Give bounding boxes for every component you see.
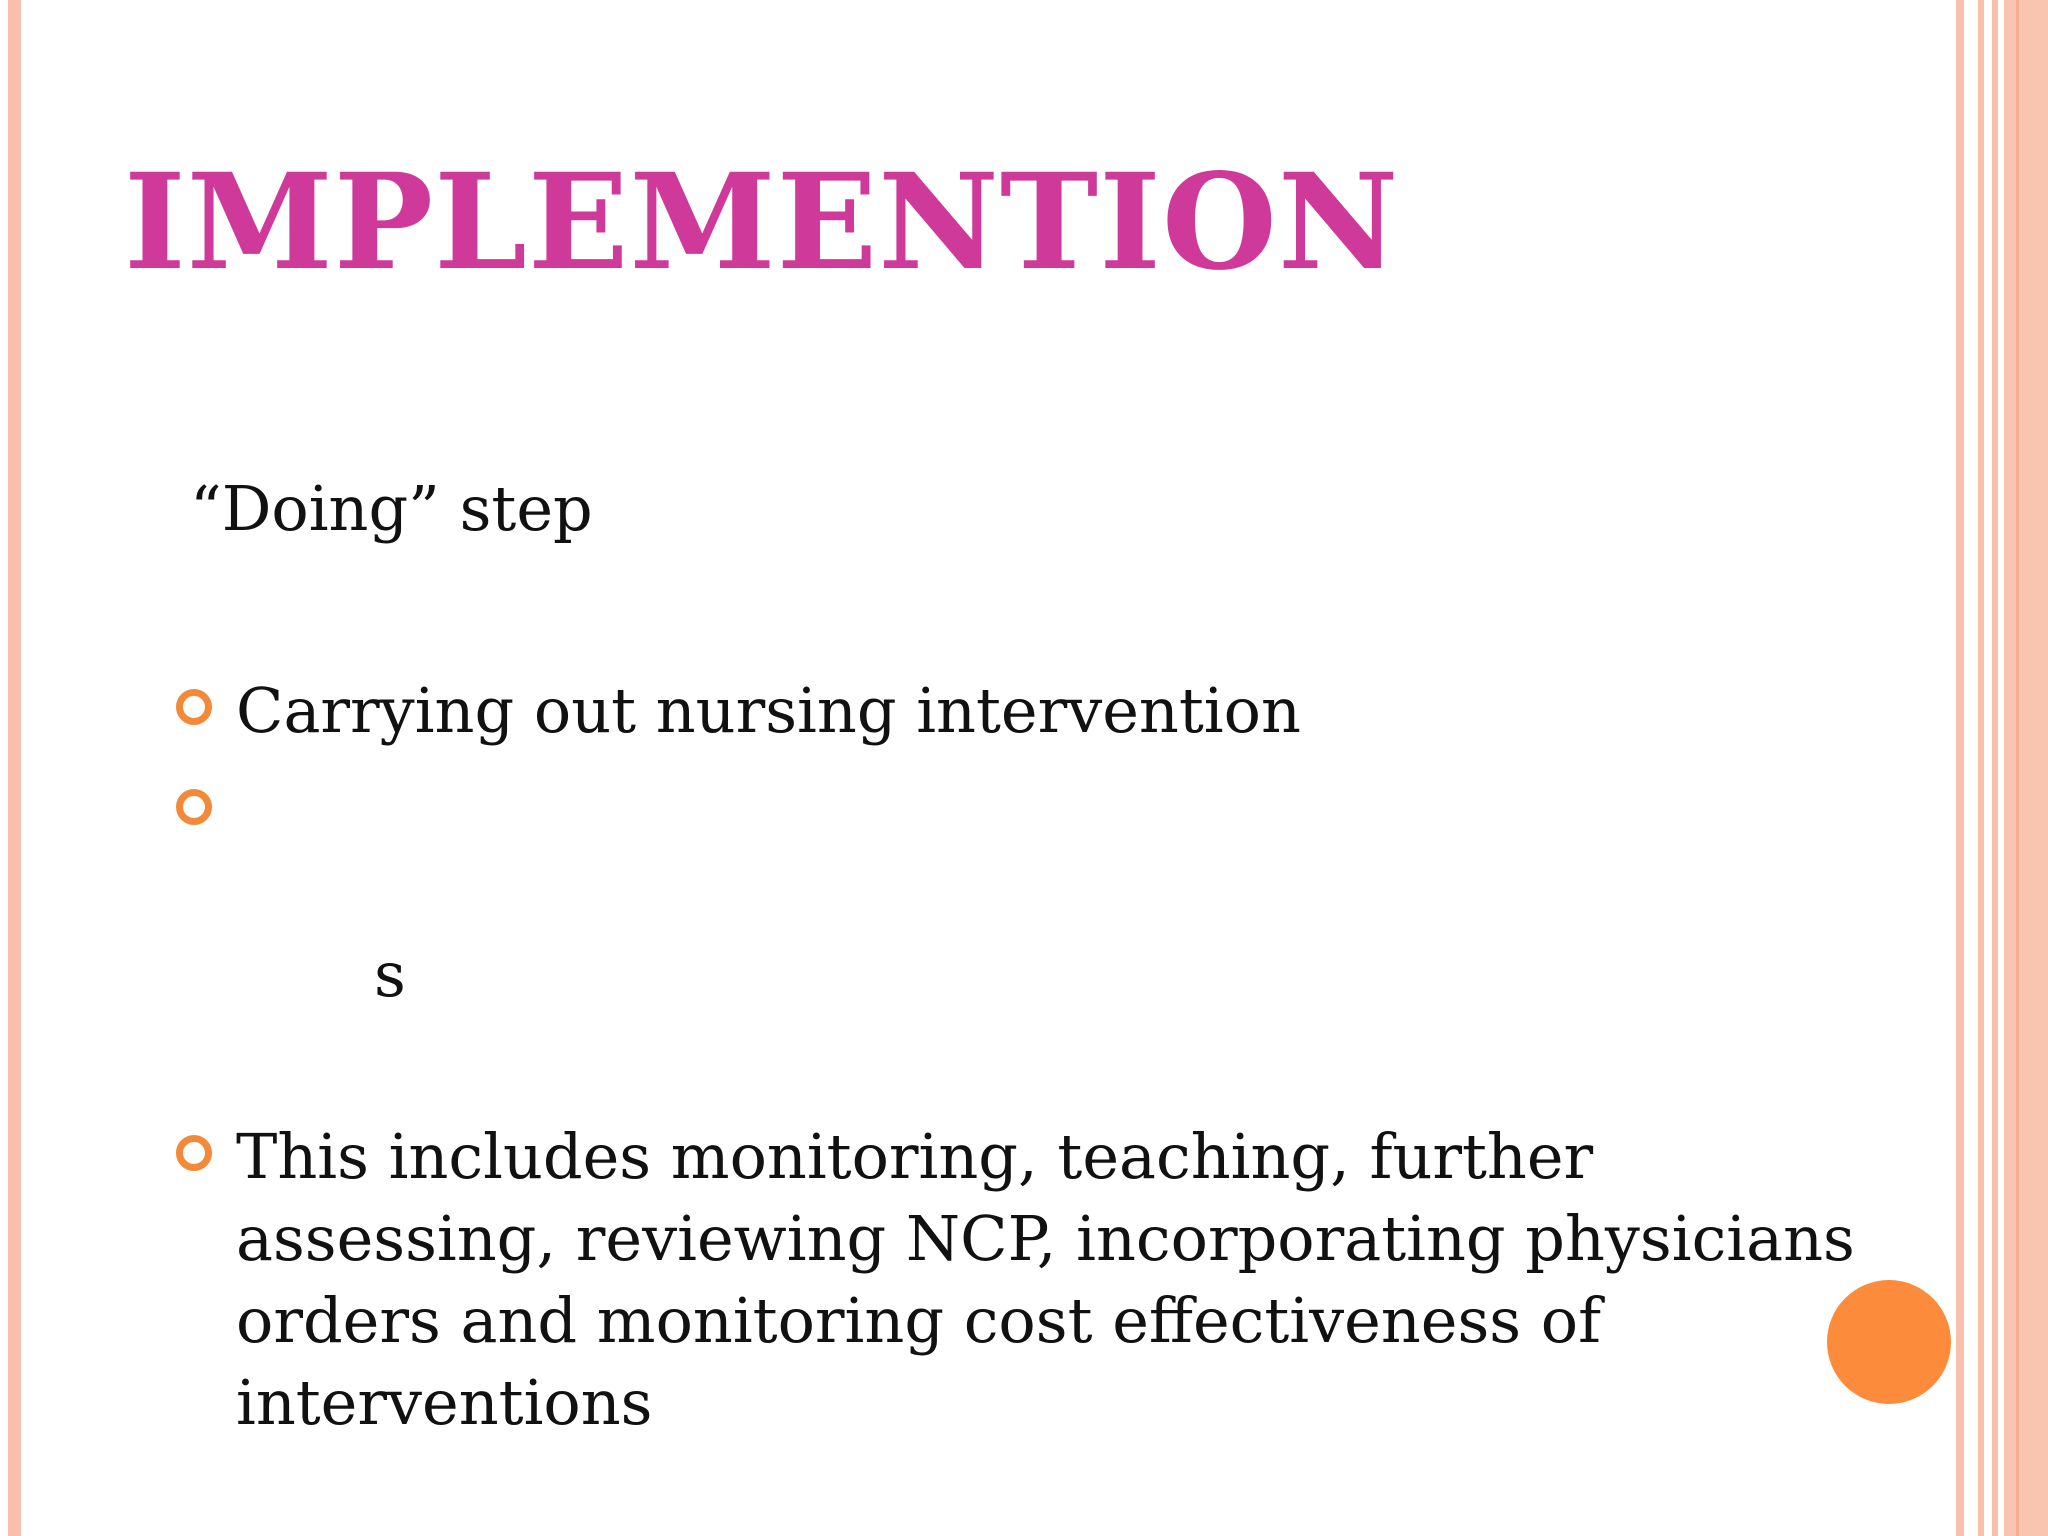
ring-bullet-icon	[176, 689, 212, 725]
slide-title: IMPLEMENTION	[124, 145, 1400, 300]
right-stripe	[1978, 0, 1984, 1536]
right-stripe	[1992, 0, 1998, 1536]
list-item	[176, 1116, 1896, 1444]
accent-circle	[1827, 1280, 1951, 1404]
bullet-text: This includes monitoring, teaching, further assessing, reviewing NCP, incorporating physicians orders and monitoring cost effectiveness of interventions	[236, 1120, 1855, 1439]
right-stripe-line	[2016, 0, 2019, 1536]
left-border-stripe	[8, 0, 21, 1536]
intro-text: “Doing” step	[190, 472, 593, 545]
ring-bullet-icon	[176, 789, 212, 825]
ring-bullet-icon	[176, 1135, 212, 1171]
bullet-list	[176, 670, 1896, 1462]
right-stripe-wide	[2004, 0, 2048, 1536]
bullet-text: Carrying out nursing intervention	[236, 674, 1301, 747]
right-stripe	[1956, 0, 1964, 1536]
bullet-text: s	[354, 938, 406, 1011]
list-item	[176, 670, 1896, 752]
list-item	[176, 770, 1896, 1098]
